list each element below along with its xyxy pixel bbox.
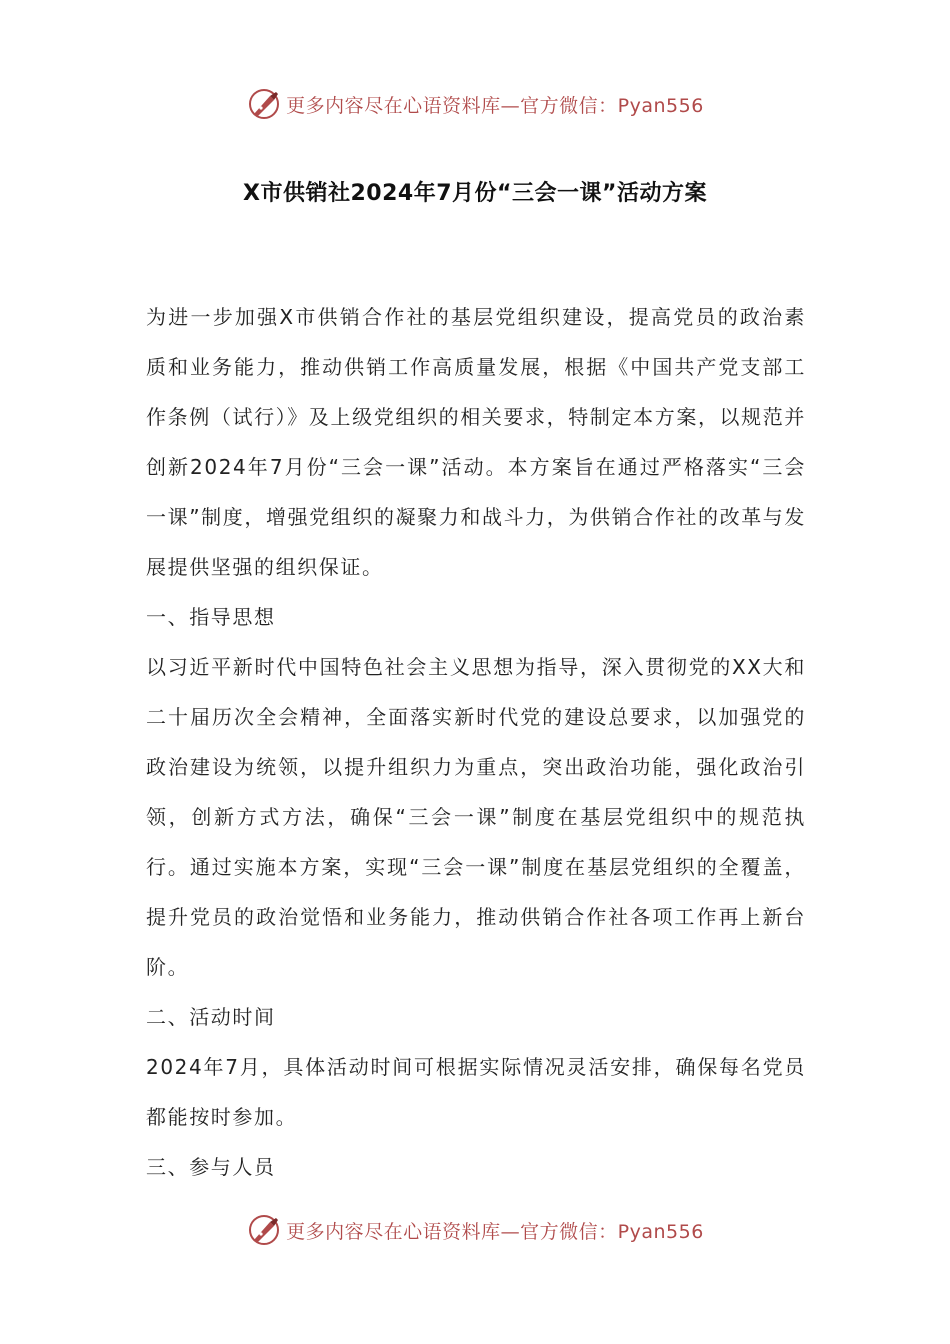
watermark-text: 更多内容尽在心语资料库—官方微信：Pyan556 — [286, 94, 704, 117]
guiding-thought-paragraph: 以习近平新时代中国特色社会主义思想为指导，深入贯彻党的XX大和二十届历次全会精神，全面落实新时代党的建设总要求，以加强党的政治建设为统领，以提升组织力为重点，突出政治功能，强化政治引领，创新方式方法，确保“三会一课”制度在基层党组织中的规范执行。通过实施本方案，实现“三会一课”制度在基层党组织的全覆盖，提升党员的政治觉悟和业务能力，推动供销合作社各项工作再上新台阶。 — [146, 655, 806, 979]
watermark-banner-bottom — [0, 1210, 950, 1250]
document-title: X市供销社2024年7月份“三会一课”活动方案 — [243, 181, 707, 206]
pen-nib-logo-icon — [246, 1212, 282, 1248]
watermark-banner-top — [0, 84, 950, 124]
document-body — [146, 292, 806, 1192]
pen-nib-logo-icon — [246, 86, 282, 122]
section-heading-activity-time: 二、活动时间 — [146, 1005, 276, 1029]
watermark-text: 更多内容尽在心语资料库—官方微信：Pyan556 — [286, 1220, 704, 1243]
activity-time-paragraph: 2024年7月，具体活动时间可根据实际情况灵活安排，确保每名党员都能按时参加。 — [146, 1055, 806, 1129]
section-heading-participants: 三、参与人员 — [146, 1155, 276, 1179]
intro-paragraph: 为进一步加强X市供销合作社的基层党组织建设，提高党员的政治素质和业务能力，推动供销工作高质量发展，根据《中国共产党支部工作条例（试行）》及上级党组织的相关要求，特制定本方案，以规范并创新2024年7月份“三会一课”活动。本方案旨在通过严格落实“三会一课”制度，增强党组织的凝聚力和战斗力，为供销合作社的改革与发展提供坚强的组织保证。 — [146, 305, 806, 579]
section-heading-guiding-thought: 一、指导思想 — [146, 605, 276, 629]
